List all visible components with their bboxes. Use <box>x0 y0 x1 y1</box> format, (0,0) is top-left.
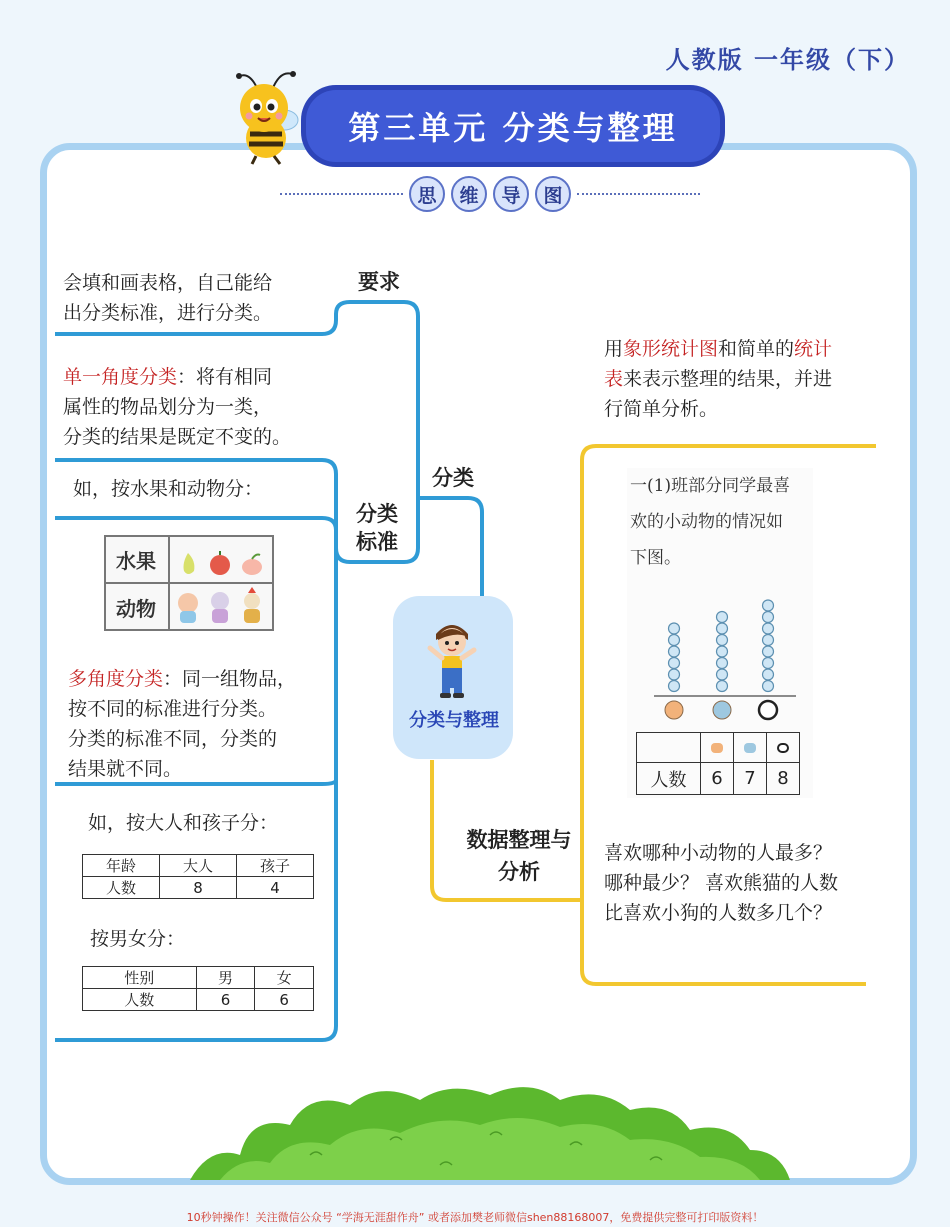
requirement-text <box>63 268 272 328</box>
text-line: 欢的小动物的情况如 <box>630 512 783 532</box>
table-cell: 8 <box>160 877 237 899</box>
pictograph-mark <box>717 623 728 634</box>
text-line: 属性的物品划分为一类， <box>63 396 273 418</box>
page-title: 第三单元 分类与整理 <box>306 90 720 162</box>
edition-label: 人教版 一年级（下） <box>665 45 910 74</box>
table-row-label: 人数 <box>83 877 160 899</box>
table-row-label: 人数 <box>637 763 701 795</box>
multi-angle-text <box>68 664 296 784</box>
analysis-questions <box>604 838 838 928</box>
rabbit-icon <box>713 701 731 719</box>
text-line: 比喜欢小狗的人数多几个？ <box>604 902 833 924</box>
fruit-icons <box>174 543 272 579</box>
text-line: 按不同的标准进行分类。 <box>68 698 278 720</box>
table-cell: 6 <box>701 763 734 795</box>
branch-data-analysis: 数据整理与分析 <box>466 827 572 884</box>
table-header: 孩子 <box>237 855 314 877</box>
table-row-label: 人数 <box>83 989 197 1011</box>
pictograph-mark <box>763 658 774 669</box>
text-line: 结果就不同。 <box>68 758 183 780</box>
table-header: 年龄 <box>83 855 160 877</box>
table-cell: 8 <box>767 763 800 795</box>
dog-icon <box>665 701 683 719</box>
mindmap-char: 思 <box>409 176 445 212</box>
boy-mascot-icon <box>424 618 480 700</box>
branch-standard: 分类标准 <box>356 501 398 554</box>
mindmap-char: 导 <box>493 176 529 212</box>
text-line: 行简单分析。 <box>604 398 719 420</box>
rabbit-icon <box>734 733 767 763</box>
table-header: 性别 <box>83 967 197 989</box>
text-line: 出分类标准，进行分类。 <box>63 302 273 324</box>
panda-icon <box>767 733 800 763</box>
row-label-animal: 动物 <box>116 597 156 621</box>
age-table <box>82 854 314 899</box>
pictograph-mark <box>763 600 774 611</box>
pictograph-mark <box>763 612 774 623</box>
dog-icon <box>701 733 734 763</box>
example-fruit-animal: 如，按水果和动物分： <box>73 478 264 500</box>
text-line: ：同一组物品， <box>163 668 297 690</box>
term-multi-angle: 多角度分类 <box>68 668 164 690</box>
table-corner <box>637 733 701 763</box>
text-part: 和简单的 <box>718 338 795 360</box>
text-line: 喜欢哪种小动物的人最多？ <box>604 842 833 864</box>
term-single-angle: 单一角度分类 <box>63 366 178 388</box>
pictograph-mark <box>717 612 728 623</box>
single-angle-text <box>63 362 291 452</box>
pictograph-mark <box>763 669 774 680</box>
pictograph-mark <box>763 646 774 657</box>
text-line: 会填和画表格，自己能给 <box>63 272 273 294</box>
bush-decoration <box>190 1085 790 1185</box>
text-line: 分类的标准不同，分类的 <box>68 728 278 750</box>
pictograph-mark <box>669 635 680 646</box>
pictograph-mark <box>669 623 680 634</box>
row-label-fruit: 水果 <box>116 549 156 573</box>
pictograph-table <box>636 732 800 795</box>
term-stat-table-a: 统计 <box>794 338 833 360</box>
right-intro-text <box>604 334 884 424</box>
text-line: ：将有相同 <box>177 366 273 388</box>
text-line: 一(1)班部分同学最喜 <box>630 476 791 496</box>
pictograph-mark <box>669 669 680 680</box>
example-adult-child: 如，按大人和孩子分： <box>88 812 279 834</box>
center-label: 分类与整理 <box>409 710 499 731</box>
pictograph-mark <box>717 658 728 669</box>
gender-table <box>82 966 314 1011</box>
pictograph-mark <box>669 681 680 692</box>
pictograph-mark <box>763 623 774 634</box>
pictograph-mark <box>717 681 728 692</box>
pictograph-mark <box>717 635 728 646</box>
panda-icon <box>759 701 777 719</box>
branch-classify: 分类 <box>432 465 474 490</box>
pictograph-chart <box>650 570 800 730</box>
text-line: 哪种最少？ 喜欢熊猫的人数 <box>604 872 839 894</box>
branch-requirement: 要求 <box>358 269 400 294</box>
table-cell: 6 <box>196 989 255 1011</box>
table-cell: 6 <box>255 989 314 1011</box>
pictograph-mark <box>763 681 774 692</box>
pictograph-mark <box>717 646 728 657</box>
animal-icons <box>174 585 272 627</box>
table-header: 男 <box>196 967 255 989</box>
text-part: 来表示整理的结果，并进 <box>623 368 833 390</box>
row-divider <box>106 582 272 584</box>
text-line: 下图。 <box>630 548 681 568</box>
pictograph-mark <box>717 669 728 680</box>
text-part: 用 <box>604 338 624 360</box>
term-pictograph: 象形统计图 <box>623 338 719 360</box>
pictograph-mark <box>669 658 680 669</box>
panel-text <box>630 468 790 576</box>
mindmap-char: 维 <box>451 176 487 212</box>
pictograph-mark <box>763 635 774 646</box>
text-line: 分类的结果是既定不变的。 <box>63 426 292 448</box>
table-header: 女 <box>255 967 314 989</box>
table-cell: 4 <box>237 877 314 899</box>
picture-classification-table <box>104 535 274 631</box>
footer-notice: 10秒钟操作！关注微信公众号 “学海无涯甜作舟” 或者添加樊老师微信shen88168007，免费提供完整可打印版资料！ <box>186 1211 764 1224</box>
mindmap-char: 图 <box>535 176 571 212</box>
pictograph-mark <box>669 646 680 657</box>
table-header: 大人 <box>160 855 237 877</box>
table-cell: 7 <box>734 763 767 795</box>
term-stat-table-b: 表 <box>604 368 624 390</box>
example-gender: 按男女分： <box>90 928 186 950</box>
